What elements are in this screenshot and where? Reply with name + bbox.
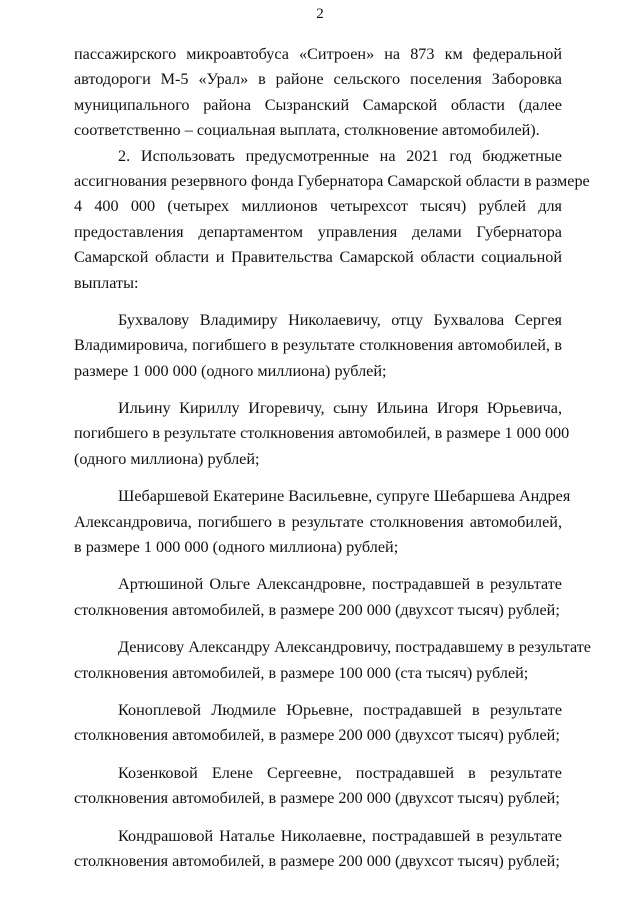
text-line: столкновения автомобилей, в размере 200 000 (двухсот тысяч) рублей; [74,851,560,870]
page-number: 2 [316,6,324,22]
text-line: соответственно – социальная выплата, столкновение автомобилей). [74,121,540,140]
text-line: столкновения автомобилей, в размере 200 000 (двухсот тысяч) рублей; [74,789,560,808]
text-line: выплаты: [74,273,139,292]
text-line: Ильину Кириллу Игоревичу, сыну Ильина Игоря Юрьевича, [118,399,562,418]
text-line: (одного миллиона) рублей; [74,449,260,468]
text-line: столкновения автомобилей, в размере 200 000 (двухсот тысяч) рублей; [74,600,560,619]
text-line: Александровича, погибшего в результате столкновения автомобилей, [74,512,562,531]
text-line: муниципального района Сызранский Самарской области (далее [74,95,562,114]
paragraph-item-2 [74,144,590,296]
paragraph-recipient [74,698,562,749]
text-line: Артюшиной Ольге Александровне, пострадавшей в результате [118,575,562,594]
paragraph-recipient [74,635,591,686]
text-line: в размере 1 000 000 (одного миллиона) рублей; [74,538,399,557]
text-line: ассигнования резервного фонда Губернатора Самарской области в размере [74,171,590,190]
text-line: Бухвалову Владимиру Николаевичу, отцу Бухвалова Сергея [118,310,562,329]
paragraph-recipient [74,396,570,472]
text-line: Денисову Александру Александровичу, пострадавшему в результате [118,638,591,657]
text-line: предоставления департаментом управления делами Губернатора [74,222,562,241]
text-line: столкновения автомобилей, в размере 100 000 (ста тысяч) рублей; [74,663,529,682]
paragraph-recipient [74,484,571,560]
text-line: 4 400 000 (четырех миллионов четырехсот тысяч) рублей для [74,197,562,216]
text-line: столкновения автомобилей, в размере 200 000 (двухсот тысяч) рублей; [74,726,560,745]
text-line: размере 1 000 000 (одного миллиона) рублей; [74,361,387,380]
paragraph-recipient [74,761,562,812]
text-line: Коноплевой Людмиле Юрьевне, пострадавшей в результате [118,700,562,719]
text-line: Козенковой Елене Сергеевне, пострадавшей в результате [118,763,562,782]
paragraph-continuation [74,42,562,144]
text-line: Шебаршевой Екатерине Васильевне, супруге Шебаршева Андрея [118,487,571,506]
document-body [74,42,591,874]
text-line: пассажирского микроавтобуса «Ситроен» на 873 км федеральной [74,45,562,63]
text-line: 2. Использовать предусмотренные на 2021 год бюджетные [118,146,562,165]
text-line: Самарской области и Правительства Самарской области социальной [74,248,562,267]
paragraph-recipient [74,572,562,623]
text-line: Кондрашовой Наталье Николаевне, пострадавшей в результате [118,826,562,845]
paragraph-recipient [74,824,562,875]
text-line: Владимировича, погибшего в результате столкновения автомобилей, в [74,336,562,355]
text-line: погибшего в результате столкновения автомобилей, в размере 1 000 000 [74,424,570,443]
text-line: автодороги М-5 «Урал» в районе сельского поселения Заборовка [74,70,562,89]
paragraph-recipient [74,308,562,384]
